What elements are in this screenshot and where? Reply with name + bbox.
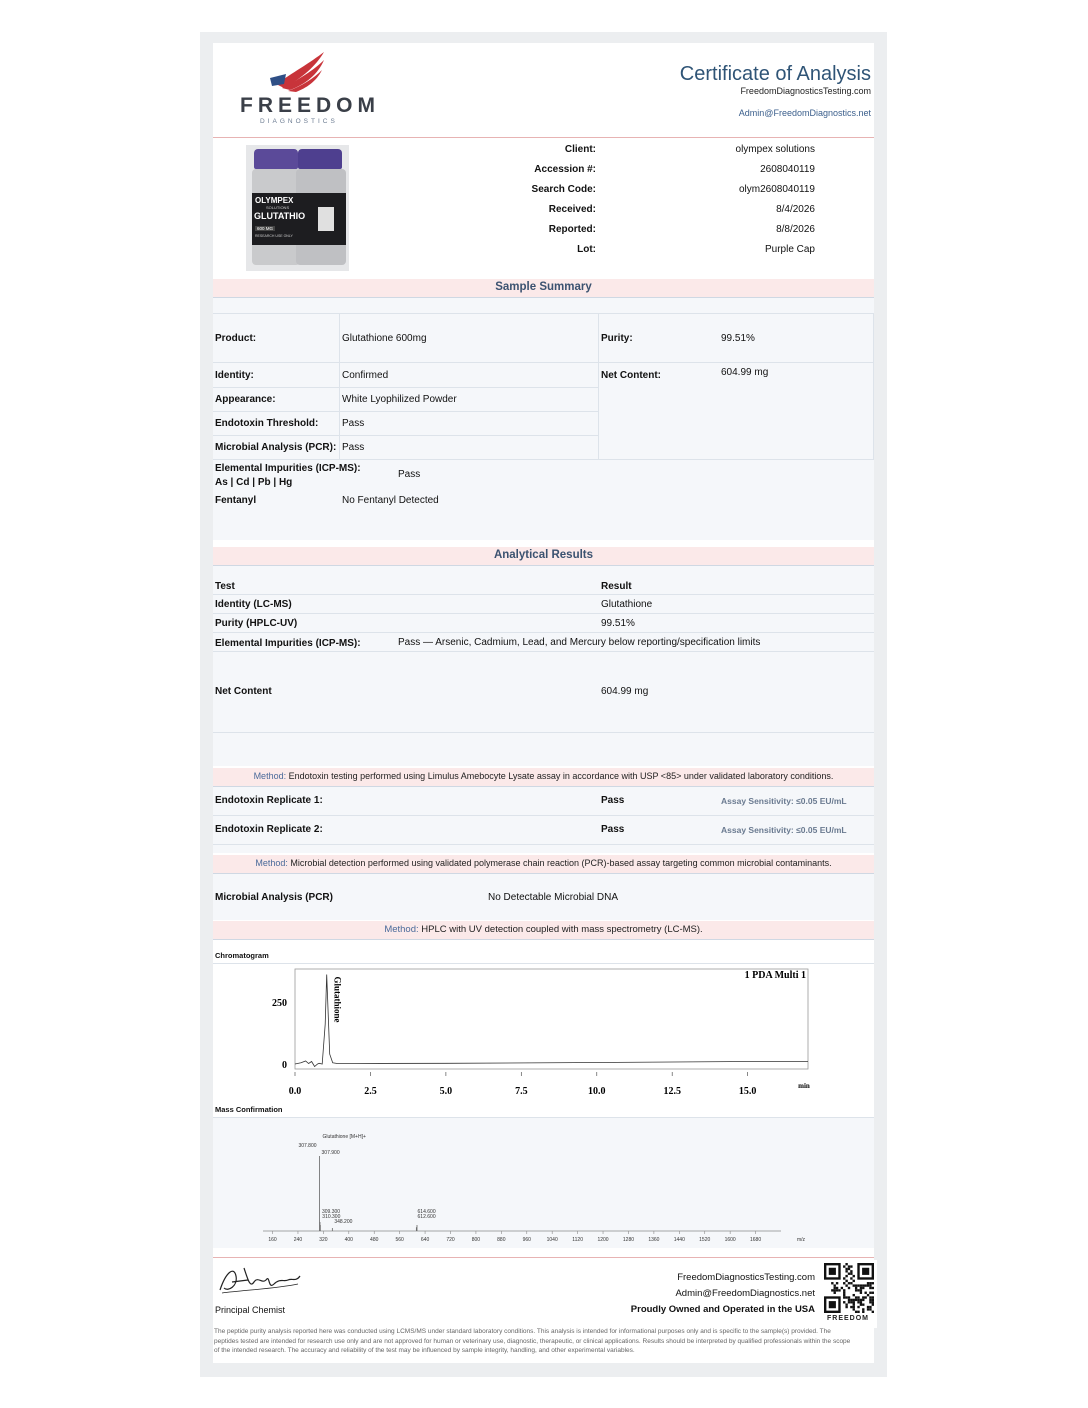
- fentanyl-label: Fentanyl: [215, 495, 257, 506]
- sample-summary-band: [213, 279, 874, 298]
- qr-module: [841, 1287, 843, 1289]
- mass-x-tick-label: 640: [420, 1237, 430, 1243]
- logo-word: FREEDOM: [240, 94, 380, 117]
- qr-module: [869, 1287, 871, 1289]
- microbial-analysis-result: No Detectable Microbial DNA: [488, 892, 619, 903]
- mass-x-tick-label: 240: [293, 1237, 303, 1243]
- qr-module: [872, 1299, 874, 1301]
- footer-divider: [213, 1257, 874, 1258]
- qr-module: [860, 1284, 862, 1286]
- vial-cap-right: [298, 149, 342, 169]
- qr-module: [857, 1289, 859, 1291]
- qr-module: [848, 1265, 850, 1267]
- mass-x-tick-label: 160: [268, 1237, 277, 1243]
- mass-x-tick-label: 1040: [546, 1237, 558, 1243]
- mass-x-tick-label: 1520: [699, 1237, 711, 1243]
- summary-line-2: [213, 362, 874, 363]
- purity-result: 99.51%: [601, 618, 635, 629]
- reported-value: 8/8/2026: [776, 224, 815, 235]
- header-website: FreedomDiagnosticsTesting.com: [740, 86, 871, 96]
- analytical-line-1: [213, 594, 874, 595]
- qr-module: [867, 1284, 869, 1286]
- qr-module: [853, 1275, 855, 1277]
- microbial-method-text: Microbial detection performed using validated polymerase chain reaction (PCR)-based assay targeting common microbial contaminants.: [290, 858, 832, 868]
- elemental-label: Elemental Impurities (ICP-MS):: [215, 463, 361, 474]
- qr-module: [872, 1296, 874, 1298]
- qr-module: [845, 1275, 847, 1277]
- qr-module: [862, 1284, 864, 1286]
- purity-label: Purity:: [601, 333, 633, 344]
- mass-peak-label: 614.600: [417, 1209, 436, 1215]
- mass-x-label: m/z: [796, 1237, 806, 1243]
- qr-module: [836, 1287, 838, 1289]
- qr-module: [860, 1303, 862, 1305]
- qr-module: [857, 1296, 859, 1298]
- net-content-value: 604.99 mg: [721, 367, 769, 378]
- qr-module: [869, 1308, 871, 1310]
- qr-module: [862, 1287, 864, 1289]
- client-value: olympex solutions: [735, 144, 815, 155]
- qr-module: [834, 1287, 836, 1289]
- qr-module: [848, 1299, 850, 1301]
- endotoxin-method-label: Method:: [253, 771, 287, 781]
- net-content-result: 604.99 mg: [601, 686, 649, 697]
- search-code-value: olym2608040119: [739, 184, 815, 195]
- product-label: Product:: [215, 333, 257, 344]
- analytical-line-5: [213, 732, 874, 733]
- label-dose: 600 MG: [257, 226, 274, 231]
- qr-module: [843, 1294, 845, 1296]
- hplc-method-label: Method:: [384, 924, 419, 935]
- qr-module: [850, 1273, 852, 1275]
- mass-x-tick-label: 880: [497, 1237, 506, 1243]
- qr-module: [872, 1303, 874, 1305]
- microbial-analysis-label: Microbial Analysis (PCR): [215, 892, 333, 903]
- qr-module: [838, 1289, 840, 1291]
- qr-module: [836, 1282, 838, 1284]
- accession-label: Accession #:: [534, 164, 596, 175]
- microbial-method: [213, 858, 874, 868]
- received-label: Received:: [548, 204, 596, 215]
- mass-series-label: Glutathione [M+H]+: [322, 1134, 366, 1140]
- qr-module: [860, 1292, 862, 1294]
- qr-module: [843, 1296, 845, 1298]
- mass-chart: [213, 1118, 874, 1248]
- page-title: Certificate of Analysis: [679, 63, 871, 85]
- qr-module: [867, 1306, 869, 1308]
- qr-module: [862, 1311, 864, 1313]
- signer-role: Principal Chemist: [215, 1305, 286, 1315]
- qr-module: [872, 1282, 874, 1284]
- qr-module: [857, 1306, 859, 1308]
- qr-module: [855, 1296, 857, 1298]
- qr-module: [850, 1277, 852, 1279]
- qr-module: [836, 1289, 838, 1291]
- qr-module: [853, 1303, 855, 1305]
- qr-module: [857, 1301, 859, 1303]
- qr-module: [843, 1282, 845, 1284]
- summary-line-1: [213, 313, 874, 314]
- mass-x-tick-label: 1200: [597, 1237, 609, 1243]
- header-email: Admin@FreedomDiagnostics.net: [738, 108, 871, 118]
- endotoxin-line-1: [213, 815, 874, 816]
- label-name: GLUTATHIO: [254, 211, 306, 221]
- mass-x-tick-label: 1280: [622, 1237, 635, 1243]
- qr-module: [831, 1282, 833, 1284]
- qr-module: [850, 1301, 852, 1303]
- freedom-logo: [236, 48, 380, 128]
- qr-module: [857, 1284, 859, 1286]
- search-code-label: Search Code:: [531, 184, 596, 195]
- qr-module: [845, 1280, 847, 1282]
- qr-module: [867, 1294, 869, 1296]
- qr-module: [843, 1289, 845, 1291]
- chromatogram-x-tick-label: 10.0: [588, 1086, 606, 1097]
- qr-module: [834, 1284, 836, 1286]
- identity-test: Identity (LC-MS): [215, 599, 292, 610]
- disclaimer: The peptide purity analysis reported here was conducted using LCMS/MS under standard laboratory conditions. This analysis is intended for informational purposes only and is specific to the sample(s) provided. The peptides tested are intended for research use only and are not approved for human or veterinary use, diagnostic, therapeutic, or clinical applications. Results should be interpreted by qualified professionals within the scope of the intended research. The accuracy and reliability of the test may be influenced by sample integrity, handling, and other experimental variables.: [214, 1328, 851, 1354]
- qr-module: [869, 1284, 871, 1286]
- mass-peak-label: 309.300: [321, 1209, 341, 1215]
- qr-module: [855, 1284, 857, 1286]
- qr-module: [850, 1282, 852, 1284]
- qr-module: [850, 1306, 852, 1308]
- identity-value: Confirmed: [342, 370, 389, 381]
- mass-x-tick-label: 320: [319, 1237, 328, 1243]
- microbial-method-label: Method:: [255, 858, 288, 868]
- qr-module: [843, 1265, 845, 1267]
- qr-module: [845, 1268, 847, 1270]
- qr-code: [821, 1260, 877, 1328]
- qr-module: [872, 1287, 874, 1289]
- hplc-method-text: HPLC with UV detection coupled with mass spectrometry (LC-MS).: [421, 924, 703, 935]
- mass-peak-label: 612.600: [417, 1214, 436, 1220]
- identity-label: Identity:: [215, 370, 254, 381]
- hplc-method-band: [213, 921, 874, 940]
- qr-module: [860, 1287, 862, 1289]
- fentanyl-value: No Fentanyl Detected: [342, 495, 439, 506]
- label-tag: RESEARCH USE ONLY: [255, 234, 293, 238]
- chromatogram-trace: [295, 975, 808, 1067]
- qr-module: [853, 1306, 855, 1308]
- mass-x-tick-label: 1120: [572, 1237, 583, 1243]
- analytical-panel: [213, 566, 874, 766]
- qr-module: [855, 1287, 857, 1289]
- qr-module: [869, 1282, 871, 1284]
- vial-cap-left: [254, 149, 298, 169]
- chromatogram-frame: [295, 969, 808, 1069]
- analytical-results-title: Analytical Results: [493, 549, 594, 561]
- reported-label: Reported:: [548, 224, 596, 235]
- qr-module: [862, 1299, 864, 1301]
- microbial-value: Pass: [342, 442, 365, 453]
- mass-peak-label: 348.200: [334, 1219, 353, 1225]
- qr-module: [869, 1299, 871, 1301]
- footer-tagline: Proudly Owned and Operated in the USA: [630, 1304, 815, 1315]
- elemental-value: Pass: [398, 469, 421, 480]
- mass-peak-label: 310.300: [322, 1214, 341, 1220]
- qr-module: [869, 1306, 871, 1308]
- chromatogram-chart: [213, 964, 874, 1104]
- mass-x-tick-label: 1360: [648, 1237, 660, 1243]
- qr-module: [862, 1303, 864, 1305]
- mass-x-tick-label: 560: [395, 1237, 404, 1243]
- appearance-label: Appearance:: [215, 394, 276, 405]
- client-label: Client:: [564, 144, 596, 155]
- qr-module: [857, 1299, 859, 1301]
- qr-module: [857, 1311, 859, 1313]
- endotoxin-threshold-value: Pass: [342, 418, 365, 429]
- qr-finder-core: [829, 1268, 836, 1275]
- lot-label: Lot:: [577, 244, 596, 255]
- logo-sub: DIAGNOSTICS: [260, 118, 338, 125]
- qr-finder-core: [862, 1268, 869, 1275]
- elemental-result: Pass — Arsenic, Cadmium, Lead, and Mercury below reporting/specification limits: [398, 637, 761, 648]
- qr-module: [853, 1284, 855, 1286]
- mass-x-tick-label: 400: [344, 1237, 353, 1243]
- mass-x-tick-label: 1680: [750, 1237, 762, 1243]
- purity-test: Purity (HPLC-UV): [215, 618, 298, 629]
- qr-module: [872, 1292, 874, 1294]
- header-divider: [213, 137, 874, 138]
- qr-module: [848, 1301, 850, 1303]
- summary-line-5: [213, 435, 599, 436]
- vial-label: [252, 193, 346, 245]
- qr-module: [867, 1282, 869, 1284]
- endotoxin-rep2-result: Pass: [601, 824, 625, 835]
- qr-module: [872, 1311, 874, 1313]
- chromatogram-x-label: min: [798, 1082, 810, 1090]
- qr-module: [864, 1292, 866, 1294]
- elemental-sub: As | Cd | Pb | Hg: [215, 477, 293, 488]
- qr-module: [869, 1296, 871, 1298]
- analytical-results-band: [213, 547, 874, 566]
- qr-module: [850, 1270, 852, 1272]
- qr-module: [872, 1301, 874, 1303]
- label-brand: OLYMPEX: [255, 196, 294, 205]
- chromatogram-title: Chromatogram: [215, 951, 269, 960]
- qr-module: [834, 1292, 836, 1294]
- qr-module: [845, 1263, 847, 1265]
- qr-module: [864, 1284, 866, 1286]
- label-barcode: [318, 207, 334, 231]
- endotoxin-rep2-sensitivity: Assay Sensitivity: ≤0.05 EU/mL: [721, 825, 847, 835]
- chromatogram-y-tick-label: 0: [282, 1060, 287, 1072]
- test-header: Test: [215, 581, 235, 592]
- qr-module: [848, 1268, 850, 1270]
- qr-module: [845, 1284, 847, 1286]
- chromatogram-x-tick-label: 7.5: [515, 1086, 528, 1097]
- sample-summary-title: Sample Summary: [495, 281, 592, 293]
- mass-x-tick-label: 1440: [673, 1237, 685, 1243]
- qr-module: [869, 1301, 871, 1303]
- net-content-label: Net Content:: [601, 370, 661, 381]
- lot-value: Purple Cap: [764, 244, 815, 255]
- flag-wing-icon: [236, 48, 366, 98]
- chromatogram-x-tick-label: 2.5: [364, 1086, 377, 1097]
- analytical-line-3: [213, 632, 874, 633]
- identity-result: Glutathione: [601, 599, 653, 610]
- summary-vline-3: [873, 313, 874, 459]
- footer-email: Admin@FreedomDiagnostics.net: [675, 1288, 815, 1299]
- endotoxin-rep1-result: Pass: [601, 795, 625, 806]
- net-content-test: Net Content: [215, 686, 272, 697]
- qr-module: [855, 1289, 857, 1291]
- qr-module: [843, 1301, 845, 1303]
- qr-module: [845, 1303, 847, 1305]
- label-brand-sub: SOLUTIONS: [266, 205, 290, 210]
- qr-module: [855, 1311, 857, 1313]
- received-value: 8/4/2026: [776, 204, 815, 215]
- qr-module: [831, 1289, 833, 1291]
- mass-confirmation-title: Mass Confirmation: [215, 1105, 283, 1114]
- signature: [214, 1262, 304, 1298]
- qr-module: [860, 1301, 862, 1303]
- mass-x-tick-label: 960: [522, 1237, 531, 1243]
- mass-x-tick-label: 800: [471, 1237, 481, 1243]
- mass-peak-label: 307.900: [321, 1150, 340, 1156]
- qr-word: FREEDOM: [827, 1315, 869, 1322]
- qr-module: [845, 1306, 847, 1308]
- qr-module: [850, 1299, 852, 1301]
- chromatogram-peak-label: Glutathione: [332, 976, 343, 1023]
- qr-module: [855, 1299, 857, 1301]
- qr-module: [845, 1270, 847, 1272]
- qr-module: [848, 1282, 850, 1284]
- mass-x-tick-label: 1600: [724, 1237, 736, 1243]
- purity-value: 99.51%: [721, 333, 755, 344]
- qr-module: [848, 1287, 850, 1289]
- chromatogram-x-tick-label: 5.0: [439, 1086, 453, 1097]
- qr-module: [864, 1296, 866, 1298]
- qr-module: [834, 1289, 836, 1291]
- endotoxin-method: [213, 771, 874, 781]
- product-value: Glutathione 600mg: [342, 333, 427, 344]
- accession-value: 2608040119: [760, 164, 815, 175]
- mass-x-tick-label: 720: [446, 1237, 455, 1243]
- mass-x-tick-label: 480: [370, 1237, 379, 1243]
- qr-module: [862, 1296, 864, 1298]
- summary-line-3: [213, 387, 599, 388]
- qr-module: [853, 1301, 855, 1303]
- analytical-line-2: [213, 613, 874, 614]
- qr-module: [848, 1296, 850, 1298]
- endotoxin-rep1-label: Endotoxin Replicate 1:: [215, 795, 323, 806]
- qr-module: [853, 1299, 855, 1301]
- chromatogram-x-tick-label: 15.0: [738, 1086, 757, 1097]
- qr-module: [860, 1289, 862, 1291]
- qr-module: [869, 1292, 871, 1294]
- qr-module: [860, 1299, 862, 1301]
- endotoxin-method-text: Endotoxin testing performed using Limulus Amebocyte Lysate assay in accordance with USP <85> under validated laboratory conditions.: [288, 771, 834, 781]
- qr-finder-core: [829, 1301, 836, 1308]
- endotoxin-threshold-label: Endotoxin Threshold:: [215, 418, 319, 429]
- microbial-label: Microbial Analysis (PCR):: [215, 442, 337, 453]
- endotoxin-rep1-sensitivity: Assay Sensitivity: ≤0.05 EU/mL: [721, 796, 847, 806]
- footer-website: FreedomDiagnosticsTesting.com: [677, 1272, 815, 1283]
- chromatogram-y-tick-label: 250: [272, 997, 287, 1009]
- qr-module: [853, 1280, 855, 1282]
- summary-vline-2: [598, 313, 599, 459]
- endotoxin-method-band: [213, 768, 874, 787]
- qr-code-icon: [824, 1263, 874, 1313]
- endotoxin-line-2: [213, 844, 874, 845]
- qr-module: [862, 1308, 864, 1310]
- product-photo: [246, 145, 349, 271]
- result-header: Result: [601, 581, 632, 592]
- endotoxin-rep2-label: Endotoxin Replicate 2:: [215, 824, 323, 835]
- summary-vline-1: [339, 313, 340, 459]
- elemental-test: Elemental Impurities (ICP-MS):: [215, 638, 361, 649]
- mass-y-label: 307.800: [298, 1143, 317, 1149]
- chromatogram-legend: 1 PDA Multi 1: [744, 970, 806, 981]
- chromatogram-x-tick-label: 0.0: [288, 1086, 302, 1097]
- analytical-line-4: [213, 651, 874, 652]
- qr-module: [843, 1292, 845, 1294]
- hplc-method: [213, 924, 874, 935]
- summary-line-4: [213, 411, 599, 412]
- microbial-method-band: [213, 855, 874, 874]
- qr-module: [867, 1308, 869, 1310]
- qr-module: [845, 1296, 847, 1298]
- summary-line-6: [213, 459, 874, 460]
- qr-module: [843, 1277, 845, 1279]
- qr-module: [853, 1308, 855, 1310]
- qr-module: [848, 1273, 850, 1275]
- qr-module: [850, 1265, 852, 1267]
- appearance-value: White Lyophilized Powder: [342, 394, 457, 405]
- chromatogram-x-tick-label: 12.5: [663, 1086, 681, 1097]
- qr-module: [853, 1294, 855, 1296]
